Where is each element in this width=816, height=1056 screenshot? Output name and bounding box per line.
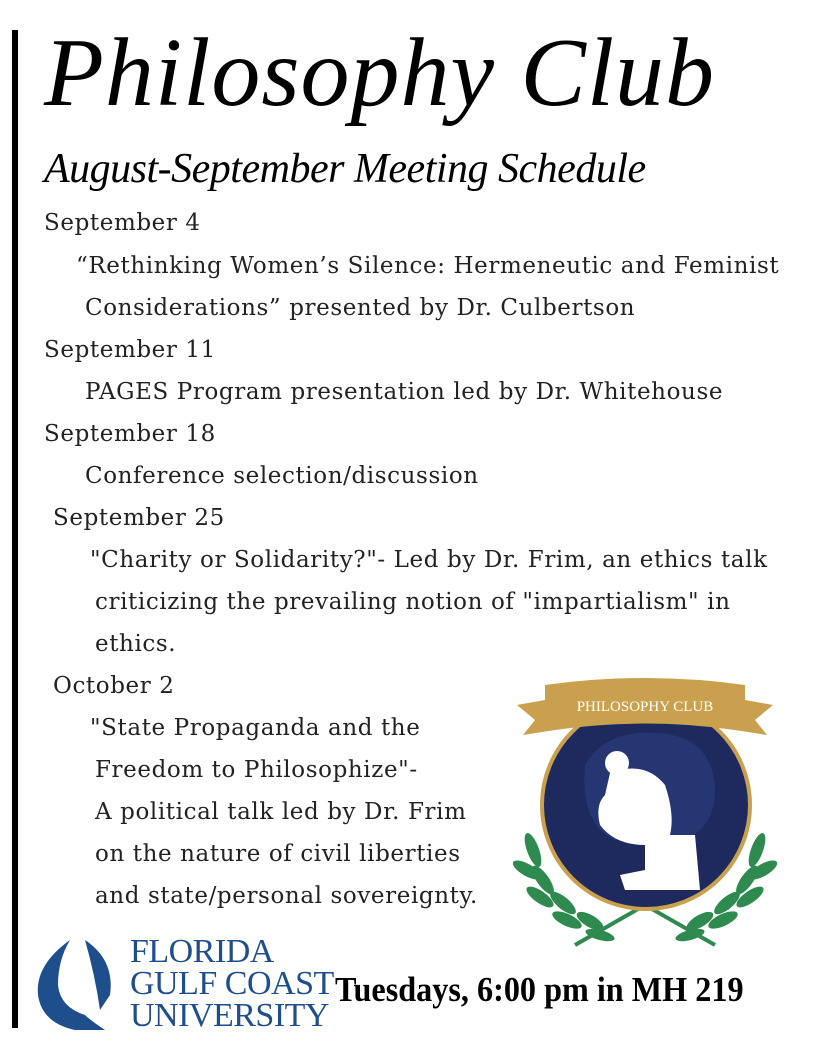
fgcu-logo-line: FLORIDA (130, 933, 274, 970)
fgcu-logo (30, 933, 334, 1035)
event-date: September 25 (53, 505, 225, 531)
event-description: PAGES Program presentation led by Dr. Whitehouse (85, 379, 724, 405)
event-description: Considerations” presented by Dr. Culbertson (85, 295, 636, 321)
event-description: "Charity or Solidarity?"- Led by Dr. Frim, an ethics talk (90, 547, 768, 573)
event-date: September 4 (44, 210, 201, 236)
philosophy-club-crest-logo (505, 675, 785, 965)
meeting-time-location: Tuesdays, 6:00 pm in MH 219 (335, 970, 744, 1009)
event-description: Freedom to Philosophize"- (95, 757, 418, 783)
event-date: October 2 (53, 673, 175, 699)
page-title: Philosophy Club (44, 19, 716, 127)
event-description: and state/personal sovereignty. (95, 883, 478, 909)
fgcu-logo-line: UNIVERSITY (130, 997, 329, 1034)
event-date: September 11 (44, 337, 216, 363)
event-description: on the nature of civil liberties (95, 841, 461, 867)
fgcu-eagle-icon (30, 935, 125, 1035)
crest-banner-text: PHILOSOPHY CLUB (576, 699, 714, 715)
event-description: ethics. (95, 631, 177, 657)
page-subtitle: August-September Meeting Schedule (44, 146, 646, 192)
event-description: criticizing the prevailing notion of "impartialism" in (95, 589, 731, 615)
event-description: “Rethinking Women’s Silence: Hermeneutic and Feminist (76, 253, 780, 279)
left-accent-bar (12, 30, 18, 1028)
fgcu-logo-line: GULF COAST (130, 965, 334, 1002)
event-description: A political talk led by Dr. Frim (95, 799, 467, 825)
event-description: "State Propaganda and the (90, 715, 421, 741)
event-description: Conference selection/discussion (85, 463, 479, 489)
event-date: September 18 (44, 421, 216, 447)
